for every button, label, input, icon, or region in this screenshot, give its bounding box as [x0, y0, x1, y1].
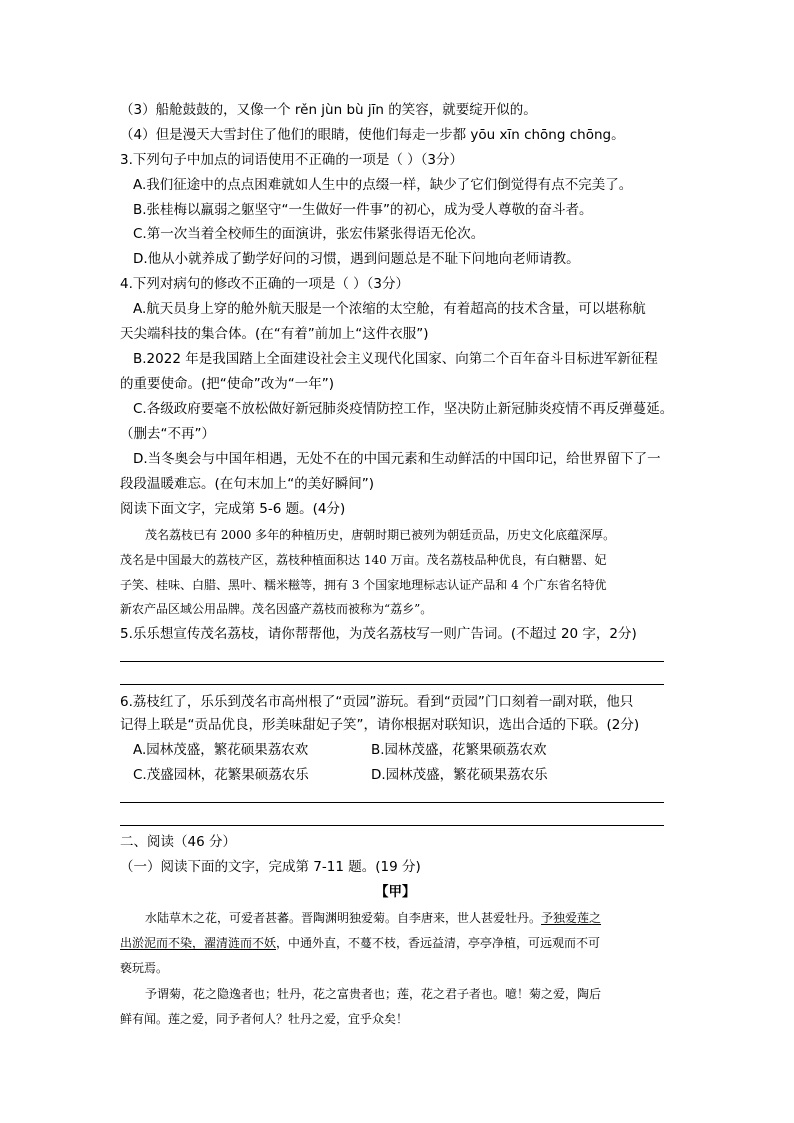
q5-answer-line-2[interactable]: [120, 684, 664, 685]
jia-underlined-1: 予独爱莲之: [541, 911, 602, 925]
q4-option-d-line1: D.当冬奥会与中国年相遇，无处不在的中国元素和生动鲜活的中国印记，给世界留下了一: [133, 451, 661, 467]
jia-title: 【甲】: [375, 884, 416, 900]
q3-option-b: B.张桂梅以羸弱之躯坚守“一生做好一件事”的初心，成为受人尊敬的奋斗者。: [133, 202, 593, 218]
q3-option-a: A.我们征途中的点点困难就如人生中的点缀一样，缺少了它们倒觉得有点不完美了。: [133, 177, 633, 193]
section-2-heading: 二、阅读（46 分）: [120, 834, 236, 850]
q3-option-d: D.他从小就养成了勤学好问的习惯，遇到问题总是不耻下问地向老师请教。: [133, 251, 580, 267]
jia-line-3: 亵玩焉。: [120, 961, 169, 975]
q4-option-b-line1: B.2022 年是我国踏上全面建设社会主义现代化国家、向第二个百年奋斗目标进军新征程: [133, 351, 658, 367]
jia-line-2-text: ，中通外直，不蔓不枝，香远益清，亭亭净植，可远观而不可: [276, 936, 601, 950]
q6-option-b: B.园林茂盛，花繁果硕荔农欢: [371, 742, 547, 758]
q3-option-c: C.第一次当着全校师生的面演讲，张宏伟紧张得语无伦次。: [133, 226, 485, 242]
q4-option-a-line1: A.航天员身上穿的舱外航天服是一个浓缩的太空舱，有着超高的技术含量，可以堪称航: [133, 301, 646, 317]
q-pinyin-line-4: （4）但是漫天大雪封住了他们的眼睛，使他们每走一步都 yōu xīn chōng chōng。: [120, 127, 625, 143]
reading-intro: 阅读下面文字，完成第 5-6 题。(4分): [120, 501, 346, 517]
q4-option-b-line2: 的重要使命。(把“使命”改为“一年”): [120, 376, 335, 392]
passage-line-3: 子笑、桂味、白腊、黑叶、糯米糍等，拥有 3 个国家地理标志认证产品和 4 个广东省名特优: [120, 578, 607, 592]
q4-option-a-line2: 天尖端科技的集合体。(在“有着”前加上“这件衣服”): [120, 326, 429, 342]
q4-option-c-line1: C.各级政府要毫不放松做好新冠肺炎疫情防控工作，坚决防止新冠肺炎疫情不再反弹蔓延。: [133, 401, 674, 417]
jia-line-2: [120, 934, 600, 952]
passage-line-2: 茂名是中国最大的荔枝产区，荔枝种植面积达 140 万亩。茂名荔枝品种优良，有白糖罂、妃: [120, 553, 607, 567]
jia-underlined-2: 出淤泥而不染，濯清涟而不妖: [120, 936, 277, 950]
section-2-subheading: （一）阅读下面的文字，完成第 7-11 题。(19 分): [120, 859, 421, 875]
q-pinyin-line-3: （3）船舱鼓鼓的，又像一个 rěn jùn bù jīn 的笑容，就要绽开似的。: [120, 102, 537, 118]
q6-answer-line-1[interactable]: [120, 802, 664, 803]
q6-option-a: A.园林茂盛，繁花硕果荔农欢: [133, 742, 309, 758]
q6-option-c: C.茂盛园林，花繁果硕荔农乐: [133, 767, 309, 783]
q6-answer-line-2[interactable]: [120, 825, 664, 826]
q6-option-d: D.园林茂盛，繁花硕果荔农乐: [371, 767, 548, 783]
passage-line-4: 新农产品区域公用品牌。茂名因盛产荔枝而被称为“荔乡”。: [120, 602, 433, 616]
q5-answer-line-1[interactable]: [120, 661, 664, 662]
passage-line-1: 茂名荔枝已有 2000 多年的种植历史，唐朝时期已被列为朝廷贡品，历史文化底蕴深厚。: [145, 528, 616, 542]
jia-line-5: 鲜有闻。莲之爱，同予者何人？牡丹之爱，宜乎众矣！: [120, 1012, 409, 1026]
q6-stem-line1: 6.荔枝红了，乐乐到茂名市高州根了“贡园”游玩。看到“贡园”门口刻着一副对联，他只: [120, 694, 634, 710]
q5-stem: 5.乐乐想宣传茂名荔枝，请你帮帮他，为茂名荔枝写一则广告词。(不超过 20 字，2分): [120, 626, 637, 642]
jia-line-1: [145, 909, 601, 927]
jia-line-4: 予谓菊，花之隐逸者也；牡丹，花之富贵者也；莲，花之君子者也。噫！菊之爱，陶后: [145, 987, 602, 1001]
q4-option-d-line2: 段段温暖难忘。(在句末加上“的美好瞬间”): [120, 476, 375, 492]
q4-option-c-line2: （删去“不再”）: [120, 426, 215, 442]
jia-line-1-text: 水陆草木之花，可爱者甚蕃。晋陶渊明独爱菊。自李唐来，世人甚爱牡丹。: [145, 911, 542, 925]
q4-stem: 4.下列对病句的修改不正确的一项是（ ）（3分）: [120, 276, 410, 292]
q6-stem-line2: 记得上联是“贡品优良，形美味甜妃子笑”，请你根据对联知识，选出合适的下联。(2分): [120, 717, 640, 733]
q3-stem: 3.下列句子中加点的词语使用不正确的一项是（ ）（3分）: [120, 152, 464, 168]
